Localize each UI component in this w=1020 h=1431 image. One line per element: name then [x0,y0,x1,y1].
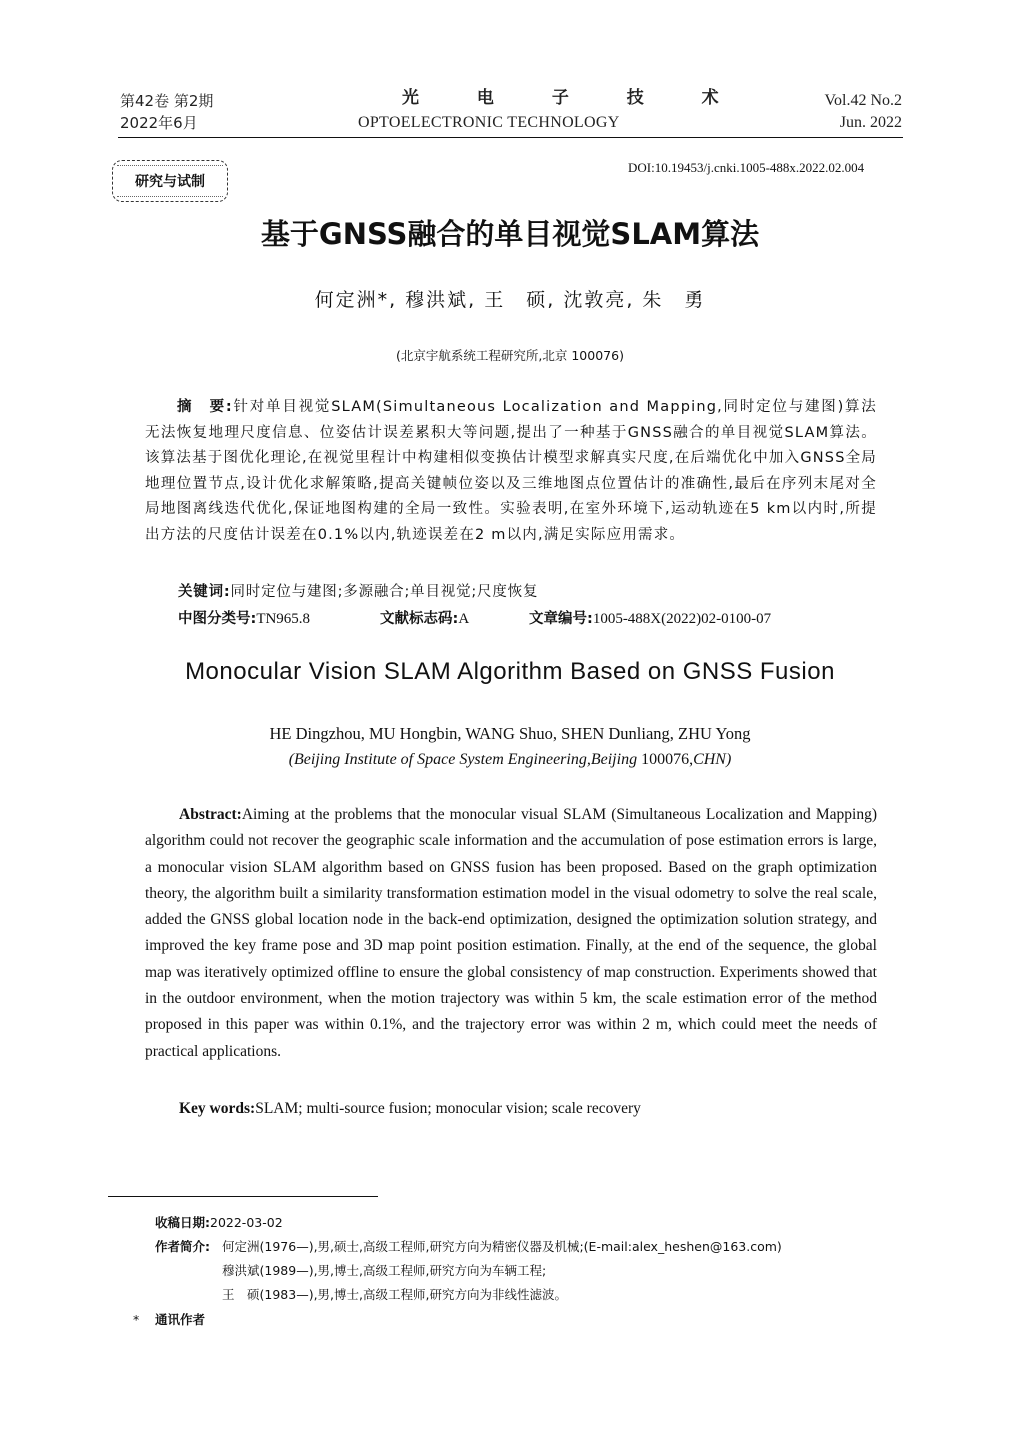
affiliation-en-code: 100076, [637,751,694,768]
header-date-en: Jun. 2022 [839,114,902,131]
abstract-cn [145,395,877,548]
footnote-corresponding-mark: * [133,1312,140,1327]
abstract-cn-text: 针对单目视觉SLAM(Simultaneous Localization and Mapping,同时定位与建图)算法无法恢复地理尺度信息、位姿估计误差累积大等问题,提出了一种基于GNSS融合的单目视觉SLAM算法。该算法基于图优化理论,在视觉里程计中构建相似变换估计模型求解真实尺度,在后端优化中加入GNSS全局地理位置节点,设计优化求解策略,提高关键帧位姿以及三维地图点位置估计的准确性,最后在序列末尾对全局地图离线迭代优化,保证地图构建的全局一致性。实验表明,在室外环境下,运动轨迹在5 km以内时,所提出方法的尺度估计误差在0.1%以内,轨迹误差在2 m以内,满足实际应用需求。 [145,399,878,543]
abstract-cn-label: 摘 要: [177,399,233,415]
keywords-cn [178,580,538,601]
header-date-cn: 2022年6月 [120,114,198,132]
doc-code-value: A [458,611,470,627]
keywords-cn-label: 关键词: [178,584,231,600]
received-value: 2022-03-02 [210,1215,283,1230]
footnote-bio-3: 王 硕(1983—),男,博士,高级工程师,研究方向为非线性滤波。 [222,1287,567,1302]
abstract-en [145,802,877,1065]
footnote-bio-label [155,1235,210,1259]
title-en: Monocular Vision SLAM Algorithm Based on GNSS Fusion [185,658,835,685]
keywords-cn-text: 同时定位与建图;多源融合;单目视觉;尺度恢复 [230,584,539,600]
received-label: 收稿日期: [155,1215,210,1230]
abstract-en-label: Abstract: [179,806,242,823]
footnote-corresponding: 通讯作者 [155,1312,206,1327]
column-badge [112,160,228,202]
article-number-value: 1005-488X(2022)02-0100-07 [592,611,772,627]
affiliation-en [0,751,1020,769]
header-rule [118,137,903,138]
title-cn: 基于GNSS融合的单目视觉SLAM算法 [260,217,760,251]
header-journal-cn: 光 电 子 技 术 [402,88,745,108]
footnote-bio-1: 何定洲(1976—),男,硕士,高级工程师,研究方向为精密仪器及机械;(E-mail:alex_heshen@163.com) [222,1239,782,1254]
authors-cn: 何定洲*, 穆洪斌, 王 硕, 沈敦亮, 朱 勇 [314,289,706,311]
keywords-en-label: Key words: [179,1100,256,1117]
header-volume-cn: 第42卷 第2期 [120,92,214,110]
doc-code-label: 文献标志码: [380,611,459,627]
column-badge-label: 研究与试制 [135,174,205,190]
doi: DOI:10.19453/j.cnki.1005-488x.2022.02.004 [628,160,865,175]
abstract-en-text: Aiming at the problems that the monocular visual SLAM (Simultaneous Localization and Mapping) algorithm could not recover the geographic scale information and the accumulation of pose estimation errors is large, a monocular vision SLAM algorithm based on GNSS fusion has been proposed. Based on the graph optimization theory, the algorithm built a similarity transformation estimation model in the visual odometry to solve the real scale, added the GNSS global location node in the back-end optimization, designed the optimization solution strategy, and improved the key frame pose and 3D map point position estimation. Finally, at the end of the sequence, the global map was iteratively optimized offline to ensure the global consistency of map construction. Experiments showed that in the outdoor environment, when the motion trajectory was within 5 km, the scale estimation error of the method proposed in this paper was within 0.1%, and the trajectory error was within 2 m, which could meet the needs of practical applications. [145,806,877,1060]
footnote-received [155,1211,283,1235]
article-number-label: 文章编号: [529,611,593,627]
keywords-en-text: SLAM; multi-source fusion; monocular vision; scale recovery [255,1100,641,1117]
clc-value: TN965.8 [256,611,311,627]
header-volume-en: Vol.42 No.2 [824,92,902,109]
affiliation-en-country: CHN) [693,751,732,768]
affiliation-en-institute: (Beijing Institute of Space System Engineering,Beijing [288,751,638,768]
doc-code [380,607,469,628]
clc-label: 中图分类号: [178,611,257,627]
authors-en: HE Dingzhou, MU Hongbin, WANG Shuo, SHEN Dunliang, ZHU Yong [269,724,751,743]
classification-row [178,607,310,628]
footnote-rule [108,1196,378,1197]
keywords-en [179,1100,641,1118]
footnote-bio-2: 穆洪斌(1989—),男,博士,高级工程师,研究方向为车辆工程; [222,1263,547,1278]
affiliation-cn: (北京宇航系统工程研究所,北京 100076) [396,348,624,363]
header-journal-en: OPTOELECTRONIC TECHNOLOGY [358,114,620,131]
article-number [529,607,771,628]
bio-label: 作者简介: [155,1239,210,1254]
